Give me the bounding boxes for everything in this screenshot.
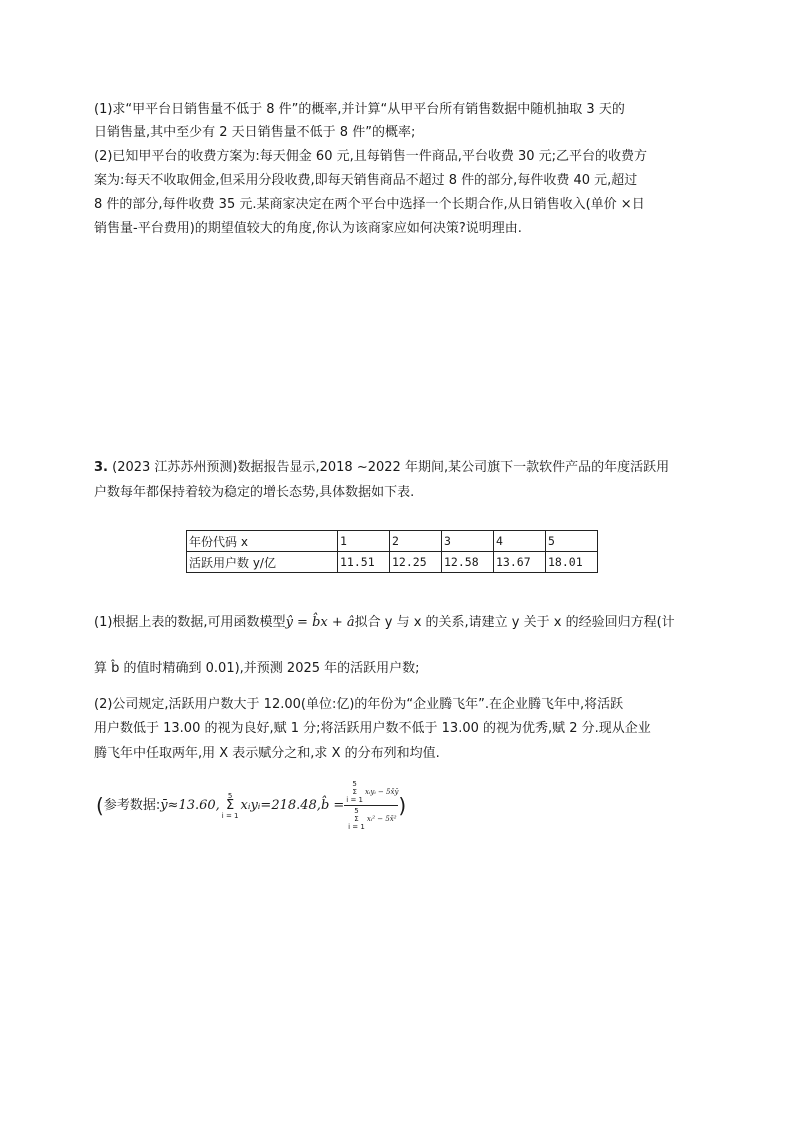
table-cell: 18.01 [546,552,598,573]
q3-intro-line1 [94,459,669,477]
q2-part2-line4: 销售量-平台费用)的期望值较大的角度,你认为该商家应如何决策?说明理由. [94,221,522,236]
b-formula-fraction [344,780,398,831]
q3-part2-line3: 腾飞年中任取两年,用 X 表示赋分之和,求 X 的分布列和均值. [94,746,440,761]
table-row [187,531,598,552]
table-cell: 1 [338,531,390,552]
sum-symbol: 5 Σ i = 1 [348,807,365,831]
ref-ybar: ȳ≈13.60, [160,798,220,813]
q3-part1-text-a: (1)根据上表的数据,可用函数模型 [94,615,286,630]
ref-label: 参考数据: [103,798,161,813]
q2-part2-line3: 8 件的部分,每件收费 35 元.某商家决定在两个平台中选择一个长期合作,从日销售收入(单价 ×日 [94,197,645,212]
q3-part1-line1 [94,614,675,632]
sum-symbol: 5 Σ i = 1 [346,780,364,804]
question-number: 3. [94,460,108,475]
table-cell: 3 [442,531,494,552]
reference-data [96,780,407,831]
data-table [186,530,598,573]
table-row-label-y: 活跃用户数 y/亿 [187,552,338,573]
table-cell: 12.58 [442,552,494,573]
sum-upper: 5 [354,807,359,815]
fraction-bar [344,805,398,806]
sum-symbol: 5 Σ i = 1 [221,791,239,820]
sum-upper: 5 [227,791,233,800]
ref-sum-value: xᵢyᵢ=218.48, [240,798,321,813]
q3-part1-line2: 算 b̂ 的值时精确到 0.01),并预测 2025 年的活跃用户数; [94,661,420,676]
open-paren: ( [96,793,104,818]
table-cell: 11.51 [338,552,390,573]
close-paren: ) [398,793,407,818]
fraction-denominator: xᵢ² − 5x̄² [366,815,397,823]
q2-part1-line2: 日销售量,其中至少有 2 天日销售量不低于 8 件”的概率; [94,125,416,140]
table-cell: 5 [546,531,598,552]
table-cell: 13.67 [494,552,546,573]
fraction-numerator: xᵢyᵢ − 5x̄ȳ [365,788,399,796]
table-cell: 4 [494,531,546,552]
q3-part2-line2: 用户数低于 13.00 的视为良好,赋 1 分;将活跃用户数不低于 13.00 的视为优秀,赋 2 分.现从企业 [94,721,651,736]
table-row-label-x: 年份代码 x [187,531,338,552]
q3-intro-text: (2023 江苏苏州预测)数据报告显示,2018 ~2022 年期间,某公司旗下一款软件产品的年度活跃用 [112,460,670,475]
table-cell: 2 [390,531,442,552]
table-cell: 12.25 [390,552,442,573]
q2-part2-line1: (2)已知甲平台的收费方案为:每天佣金 60 元,且每销售一件商品,平台收费 30 元;乙平台的收费方 [94,149,648,164]
regression-model: ŷ = b̂x + â [285,615,355,630]
ref-b-hat: b̂ = [320,798,345,813]
sum-lower: i = 1 [346,796,364,804]
q3-part2-line1: (2)公司规定,活跃用户数大于 12.00(单位:亿)的年份为“企业腾飞年”.在企业腾飞年中,将活跃 [94,697,624,712]
q3-part1-text-b: 拟合 y 与 x 的关系,请建立 y 关于 x 的经验回归方程(计 [354,615,675,630]
q3-intro-line2: 户数每年都保持着较为稳定的增长态势,具体数据如下表. [94,485,415,500]
sum-upper: 5 [352,780,357,788]
table-row [187,552,598,573]
q2-part1-line1: (1)求“甲平台日销售量不低于 8 件”的概率,并计算“从甲平台所有销售数据中随机抽取 3 天的 [94,102,625,117]
q2-part2-line2: 案为:每天不收取佣金,但采用分段收费,即每天销售商品不超过 8 件的部分,每件收费 40 元,超过 [94,173,638,188]
sum-lower: i = 1 [348,823,365,831]
sum-lower: i = 1 [221,811,239,820]
